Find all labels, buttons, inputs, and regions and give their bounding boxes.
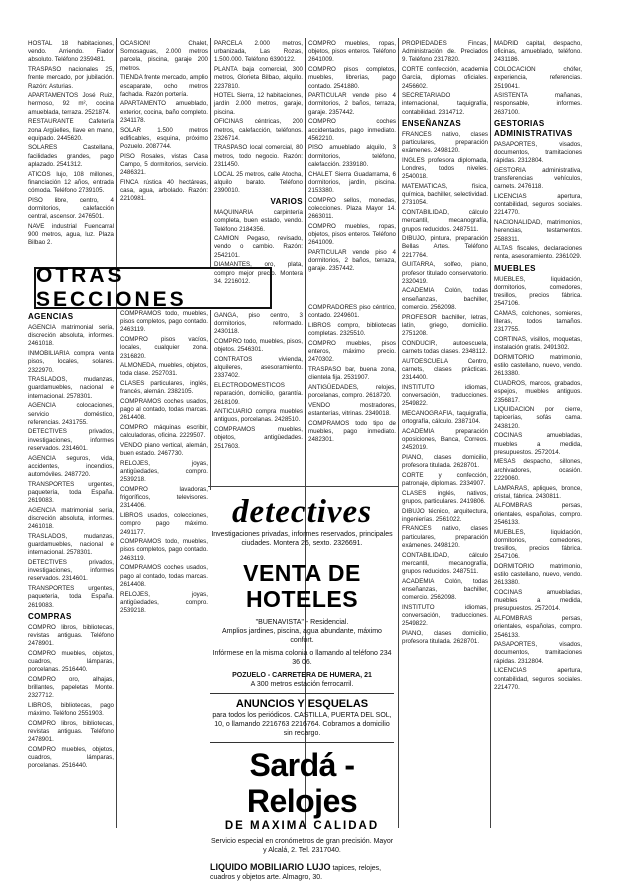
section-heading-agencias: AGENCIAS (28, 312, 74, 321)
classified-ad: APARTAMENTOS José Ruiz, hermoso, 92 m², cocina amueblada, terraza. 2521874. (28, 92, 114, 116)
classified-ad: ALTAS fiscales, declaraciones renta, asesoramiento. 2361029. (494, 245, 582, 261)
classified-ad: CLASES particulares, inglés, francés, alemán. 2382105. (120, 380, 208, 396)
classified-ad: LIBROS usados, colecciones, compro pago máximo. 2491177. (120, 512, 208, 536)
display-ads (210, 488, 394, 881)
classified-ad: GANGA, piso centro, 3 dormitorios, reformado. 2430118. (214, 312, 303, 336)
classified-ad: COMPRO pisos completos, muebles, librerías, pago contado. 2541880. (308, 66, 396, 90)
classified-ad: ATICOS lujo, 108 millones, financiación 12 años, entrada cómoda. Teléfono 2739105. (28, 170, 114, 194)
otras-secciones-banner: OTRAS SECCIONES (34, 267, 272, 309)
anuncios-title: ANUNCIOS Y ESQUELAS (235, 698, 369, 710)
column-2-lower (120, 310, 208, 826)
detectives-ad-title: detectives (231, 494, 373, 530)
classified-ad: FRANCES nativo, clases particulares, preparación exámenes. 2498120. (402, 130, 488, 155)
classified-ad: DORMITORIO matrimonio, estilo castellano, nuevo, vendo. 2613380. (494, 562, 582, 587)
classified-ad: ASISTENTA mañanas, responsable, informes. 2637100. (494, 92, 582, 116)
section-heading-muebles: MUEBLES (494, 263, 536, 273)
anuncios-text: para todos los periódicos. CASTILLA, PUERTA DEL SOL, 10, o llamando 2216763 2216764. Cobramos a domicilio sin recargo. (212, 712, 392, 737)
classified-ad: OFICINAS céntricas, 200 metros, calefacción, teléfonos. 2326714. (214, 118, 303, 142)
classified-ad: ACADEMIA preparación oposiciones, Banca, Correos. 2452019. (402, 427, 488, 452)
venta-hoteles-line: POZUELO - CARRETERA DE HUMERA, 21 (232, 672, 372, 679)
classified-ad: LAMPARAS, apliques, bronce, cristal, fábrica. 2430811. (494, 484, 582, 500)
detectives-ad-text: Investigaciones privadas, informes reservados, principales ciudades. Montera 26, sexto. 2326691. (211, 531, 393, 547)
classified-ad: LOCAL 25 metros, calle Atocha, alquilo barato. Teléfono 2390010. (214, 170, 303, 194)
venta-hoteles-line: "BUENAVISTA" - Residencial. (255, 619, 349, 626)
liquido-title: LIQUIDO MOBILIARIO LUJO (210, 862, 331, 872)
classified-ad: PARTICULAR vende piso 4 dormitorios, 2 baños, terraza, garaje. 2357442. (308, 92, 396, 116)
sarda-subtitle: DE MAXIMA CALIDAD (224, 820, 380, 832)
classified-ad: RELOJES, joyas, antigüedades, compro. 2539218. (120, 590, 208, 614)
classified-ad: CONTRATOS vivienda, alquileres, asesoramiento. 2337402. (214, 356, 303, 380)
classified-ad: COMPRAMOS coches usados, pago al contado, todas marcas. 2614408. (120, 564, 208, 588)
classified-ad: ANTIGÜEDADES, relojes, porcelanas, compro. 2618720. (308, 383, 396, 400)
classified-ad: COMPRO oro, alhajas, brillantes, papeletas Monte. 2327712. (28, 675, 114, 700)
classified-ad: PASAPORTES, visados, documentos, tramitaciones rápidas. 2312804. (494, 641, 582, 665)
classified-ad: COMPRO muebles, ropas, objetos, pisos enteros. Teléfono 2641009. (308, 222, 396, 247)
classified-ad: MATEMATICAS, física, química, bachiller, selectividad. 2731054. (402, 183, 488, 207)
classified-ad: COMPRO muebles, objetos, cuadros, lámparas, porcelanas. 2516440. (28, 746, 114, 770)
classified-ad: COMPRAMOS coches usados, pago al contado, todas marcas. 2614408. (120, 398, 208, 422)
column-4-mid (308, 304, 396, 484)
classified-ad: RELOJES, joyas, antigüedades, compro. 2539218. (120, 459, 208, 484)
classified-ad: INSTITUTO idiomas, conversación, traducciones. 2549822. (402, 383, 488, 408)
column-2-top (120, 40, 208, 262)
venta-hoteles-line: Amplios jardines, piscina, agua abundante, máximo confort. (222, 628, 382, 644)
classified-ad: APARTAMENTO amueblado, exterior, cocina, baño completo. 2341178. (120, 100, 208, 124)
classified-ad: AUTOESCUELA Centro, carnets, clases prácticas. 2314400. (402, 357, 488, 382)
classified-ad: LIBROS, bibliotecas, pago máximo. Teléfono 2551903. (28, 702, 114, 718)
column-rule (116, 38, 117, 828)
classified-ad: COMPRO muebles, ropas, objetos, pisos enteros. Teléfono 2641009. (308, 40, 396, 64)
classified-ad: LICENCIAS apertura, contabilidad, seguros sociales. 2214770. (494, 667, 582, 691)
classified-ad: CAMAS, colchones, somieres, literas, todos tamaños. 2317755. (494, 309, 582, 334)
classified-ad: AGENCIA seguros, vida, accidentes, incendios, automóviles. 2487720. (28, 454, 114, 478)
classified-ad: COMPRO muebles, objetos, cuadros, lámparas, porcelanas. 2516440. (28, 649, 114, 674)
classified-ad: INSTITUTO idiomas, conversación, traducciones. 2549822. (402, 603, 488, 628)
section-heading-compras: COMPRAS (28, 611, 72, 621)
classified-ad: COMPRAMOS todo, muebles, pisos completos, pago contado. 2463119. (120, 538, 208, 562)
classified-ad: COMPRO pisos vacíos, locales, cualquier zona. 2316820. (120, 336, 208, 360)
classified-ad: VENDO piano vertical, alemán, buen estado. 2467730. (120, 442, 208, 458)
classified-ad: AGENCIA matrimonial seria, discreción absoluta, informes. 2461018. (28, 506, 114, 531)
column-rule (210, 310, 211, 490)
classified-ad: TRANSPORTES urgentes, paquetería, toda España. 2619083. (28, 480, 114, 505)
classified-ad: ACADEMIA Colón, todas enseñanzas, bachiller, comercio. 2562098. (402, 287, 488, 311)
column-1-lower (28, 310, 114, 826)
classified-ad: COCINAS amuebladas, muebles a medida, presupuestos. 2572014. (494, 432, 582, 456)
classified-ad: DIAMANTES, oro, plata, compro mejor precio. Montera 34. 2216012. (214, 261, 303, 285)
classified-ad: CHALET Sierra Guadarrama, 6 dormitorios, jardín, piscina. 2153380. (308, 170, 396, 194)
classified-ad: VENDO mostradores, estanterías, vitrinas. 2349018. (308, 401, 396, 417)
classified-ad: DORMITORIO matrimonio, estilo castellano, nuevo, vendo. 2613380. (494, 354, 582, 378)
classified-ad: PLANTA baja comercial, 300 metros, Glorieta Bilbao, alquilo. 2237810. (214, 66, 303, 90)
classified-ad: COMPRO libros, bibliotecas, revistas antiguas. Teléfono 2478901. (28, 719, 114, 744)
classified-ad: PIANO, clases domicilio, profesora titulada. 2628701. (402, 629, 488, 646)
section-heading-varios: VARIOS (270, 197, 303, 207)
classified-ad: ALMONEDA, muebles, objetos, toda clase. 2527031. (120, 362, 208, 378)
classified-ad: PROPIEDADES Fincas, Administración de. Preciados 9. Teléfono 2317820. (402, 40, 488, 64)
classified-ad: COMPRO libros, bibliotecas, revistas antiguas. Teléfono 2478901. (28, 623, 114, 648)
classified-ad: MADRID capital, despacho, oficinas, amueblado, teléfono. 2431186. (494, 40, 582, 64)
classified-ad: CAMION Pegaso, revisado, vendo o cambio. Razón: 2542101. (214, 235, 303, 259)
classified-ad: CONDUCIR, autoescuela, carnets todas clases. 2348112. (402, 339, 488, 355)
classified-ad: NAVE industrial Fuencarral 900 metros, agua, luz. Plaza Bilbao 2. (28, 222, 114, 247)
classified-ad: AGENCIA matrimonial seria, discreción absoluta, informes. 2461018. (28, 324, 114, 348)
classified-ad: COMPRO máquinas escribir, calculadoras, oficina. 2229507. (120, 424, 208, 440)
classified-ad: CONTABILIDAD, cálculo mercantil, mecanografía, grupos reducidos. 2487511. (402, 551, 488, 575)
classified-ad: TRASPASO nacionales 25, frente mercado, por jubilación. Razón: Asturias. (28, 66, 114, 90)
column-4-top (308, 40, 396, 302)
classified-ad: HOTEL Sierra, 12 habitaciones, jardín 2.000 metros, garaje, piscina. (214, 92, 303, 116)
classified-ad: LIQUIDACION por cierre, tapicerías, sofás cama. 2438120. (494, 406, 582, 430)
column-rule (210, 38, 211, 268)
classified-ad: DETECTIVES privados, investigaciones, informes reservados. 2314601. (28, 428, 114, 452)
classified-ad: TIENDA frente mercado, amplio escaparate, ocho metros fachada. Razón portería. (120, 74, 208, 98)
classified-ad: PROFESOR bachiller, letras, latín, griego, domicilio. 2751208. (402, 313, 488, 337)
classified-ad: PARCELA 2.000 metros, urbanizada, Las Rozas, 1.500.000. Teléfono 6390122. (214, 40, 303, 64)
sarda-relojes-title: Sardá - Relojes (246, 747, 358, 819)
classified-ad: GESTORIA administrativa, transferencias vehículos, carnets. 2476118. (494, 166, 582, 191)
classified-ad: COMPRO coches accidentados, pago inmediato. 4562210. (308, 118, 396, 142)
liquido-text: tapices, relojes, cuadros y objetos arte. Almagro, 30. (210, 865, 382, 881)
column-5 (402, 40, 488, 826)
classified-ad: FINCA rústica 40 hectáreas, casa, agua, arbolado. Razón: 2210981. (120, 178, 208, 203)
classified-ad: TRASPASO local comercial, 80 metros, todo negocio. Razón: 2311450. (214, 144, 303, 168)
classified-ad: SECRETARIADO internacional, taquigrafía, contabilidad. 2314712. (402, 92, 488, 116)
classified-ad: CORTINAS, visillos, moquetas, instalación gratis. 2491302. (494, 336, 582, 352)
classified-ad: TRASLADOS, mudanzas, guardamuebles, nacional e internacional. 2578301. (28, 532, 114, 557)
classified-ad: COMPRO muebles, pisos enteros, máximo precio. 2470302. (308, 339, 396, 364)
venta-hoteles-line: A 300 metros estación ferrocarril. (250, 681, 354, 688)
classified-ad: CORTE confección, academia García, diplomas oficiales. 2456602. (402, 66, 488, 90)
column-rule (398, 38, 399, 828)
classified-ad: NACIONALIDAD, matrimonios, herencias, testamentos. 2588311. (494, 219, 582, 243)
classified-ad: PIANO, clases domicilio, profesora titulada. 2628701. (402, 453, 488, 470)
classified-ad: RESTAURANTE Cafetería zona Argüelles, llave en mano, equipado. 2445620. (28, 118, 114, 142)
classified-ad: COMPRAMOS todo, muebles, pisos completos, pago contado. 2463119. (120, 310, 208, 334)
classified-ad: HOSTAL 18 habitaciones, vendo. Arriendo. Fiador absoluto. Teléfono 2359481. (28, 40, 114, 64)
venta-hoteles-title: VENTA DE HOTELES (243, 560, 361, 612)
classified-ad: COMPRADORES piso céntrico, contado. 2249601. (308, 304, 396, 320)
classified-ad: COCINAS amuebladas, muebles a medida, presupuestos. 2572014. (494, 588, 582, 613)
column-6 (494, 40, 582, 826)
classified-ad: COMPRAMOS todo tipo de muebles, pago inmediato. 2482301. (308, 419, 396, 444)
classified-ad: COMPRAMOS muebles, objetos, antigüedades. 2517603. (214, 426, 303, 450)
classified-ad: SOLARES Castellana, facilidades grandes, pago aplazado. 2541312. (28, 144, 114, 168)
classified-ad: PASAPORTES, visados, documentos, tramitaciones rápidas. 2312804. (494, 140, 582, 165)
section-heading-gestorias: GESTORIAS ADMINISTRATIVAS (494, 118, 573, 138)
classified-ad: MUEBLES, liquidación, dormitorios, comedores, tresillos, precios fábrica. 2547106. (494, 528, 582, 561)
column-3-top (214, 40, 303, 285)
classified-ad: TRANSPORTES urgentes, paquetería, toda España. 2619083. (28, 585, 114, 609)
classified-ad: COMPRO lavadoras, frigoríficos, televisores. 2314406. (120, 486, 208, 510)
classified-ad: FRANCES nativo, clases particulares, preparación exámenes. 2498120. (402, 525, 488, 549)
classified-ad: CLASES inglés, nativos, grupos, particulares. 2419806. (402, 489, 488, 505)
classified-ad: TRASPASO bar, buena zona, clientela fija. 2531907. (308, 365, 396, 382)
classified-ad: PISO amueblado alquilo, 3 dormitorios, teléfono, calefacción. 2339180. (308, 144, 396, 168)
classified-ad: PARTICULAR vende piso 4 dormitorios, 2 baños, terraza, garaje. 2357442. (308, 248, 396, 273)
classified-ad: INGLES profesora diplomada, Londres, todos niveles. 2540018. (402, 156, 488, 181)
classified-ad: COMPRO todo, muebles, pisos, objetos. 2546301. (214, 338, 303, 354)
classified-ad: MESAS despacho, sillones, archivadores, ocasión. 2229060. (494, 458, 582, 482)
classified-ad: MECANOGRAFIA, taquigrafía, ortografía, cálculo. 2387104. (402, 409, 488, 426)
classified-ad: COMPRO sellos, monedas, colecciones. Plaza Mayor 14. 2663011. (308, 196, 396, 221)
ad-divider (210, 693, 394, 694)
classified-ad: AGENCIA colocaciones, servicio doméstico, referencias. 2431755. (28, 402, 114, 426)
classified-ad: TRASLADOS, mudanzas, guardamuebles, nacional e internacional. 2578301. (28, 376, 114, 400)
classified-ad: OCASION! Chalet, Somosaguas, 2.000 metros parcela, piscina, garaje 200 metros. (120, 40, 208, 72)
ad-divider (210, 742, 394, 743)
venta-hoteles-line: Infórmese en la misma colonia o llamando al teléfono 234 36 06. (212, 650, 392, 666)
classified-ad: ALFOMBRAS persas, orientales, españolas, compro. 2546133. (494, 615, 582, 639)
classified-ad: ANTICUARIO compra muebles antiguos, porcelanas. 2428510. (214, 408, 303, 424)
classified-ad: CONTABILIDAD, cálculo mercantil, mecanografía, grupos reducidos. 2487511. (402, 209, 488, 233)
classified-ad: ACADEMIA Colón, todas enseñanzas, bachiller, comercio. 2562098. (402, 577, 488, 602)
classified-ad: INMOBILIARIA compra venta pisos, locales, solares. 2322970. (28, 350, 114, 374)
column-1-top (28, 40, 114, 262)
classified-ad: CUADROS, marcos, grabados, espejos, muebles antiguos. 2356817. (494, 380, 582, 404)
liquido-ad (210, 863, 394, 882)
classified-ad: PISO Rosales, vistas Casa Campo, 5 dormitorios, servicio. 2486321. (120, 152, 208, 177)
column-3-mid (214, 312, 303, 482)
classified-ad: GUITARRA, solfeo, piano, profesor titulado conservatorio. 2320419. (402, 261, 488, 285)
column-rule (490, 38, 491, 828)
classified-ad: LIBROS compro, bibliotecas completas. 2325510. (308, 321, 396, 338)
classified-ad: ELECTRODOMESTICOS reparación, domicilio, garantía. 2618109. (214, 382, 303, 406)
ad-divider (208, 486, 398, 487)
classified-ad: DIBUJO técnico, arquitectura, ingenierías. 2561022. (402, 507, 488, 523)
classified-ad: SOLAR 1.500 metros edificables, esquina, próximo Pozuelo. 2087744. (120, 126, 208, 150)
classified-ad: MAQUINARIA carpintería completa, buen estado, vendo. Teléfono 2184356. (214, 209, 303, 233)
classified-ad: DETECTIVES privados, investigaciones, informes reservados. 2314601. (28, 558, 114, 583)
classified-ad: CORTE y confección, patronaje, diplomas. 2334907. (402, 471, 488, 487)
sarda-text: Servicio especial en cronómetros de gran precisión. Mayor y Alcalá, 2. Tel. 2317040. (210, 838, 394, 854)
classified-ad: ALFOMBRAS persas, orientales, españolas, compro. 2546133. (494, 502, 582, 526)
section-heading-ensenanzas: ENSEÑANZAS (402, 118, 462, 128)
classified-ad: DIBUJO, pintura, preparación Bellas Artes. Teléfono 2217764. (402, 235, 488, 259)
classified-ad: COLOCACION chófer, experiencia, referencias. 2519041. (494, 66, 582, 90)
classified-ad: PISO libre, centro, 4 dormitorios, calefacción central, ascensor. 2476501. (28, 196, 114, 221)
classified-ad: LICENCIAS apertura, contabilidad, seguros sociales. 2214770. (494, 193, 582, 217)
classified-ad: MUEBLES, liquidación, dormitorios, comedores, tresillos, precios fábrica. 2547106. (494, 275, 582, 308)
